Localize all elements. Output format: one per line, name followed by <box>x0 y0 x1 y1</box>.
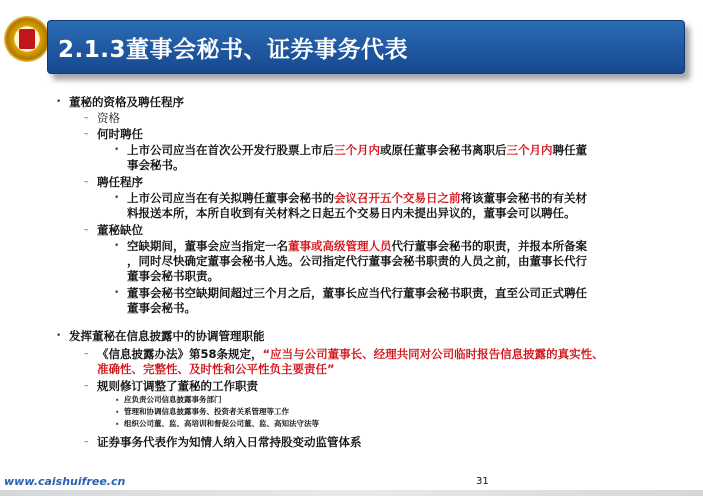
bullet-icon: • <box>114 288 120 298</box>
item-when-appoint: 何时聘任 <box>97 127 143 141</box>
text-duty-2: 管理和协调信息披露事务、投资者关系管理等工作 <box>124 407 289 416</box>
item-vacancy: 董秘缺位 <box>97 223 143 237</box>
bullet-icon: • <box>115 396 120 405</box>
page-number: 31 <box>476 476 489 487</box>
slide-title: 2.1.3董事会秘书、证券事务代表 <box>58 37 408 63</box>
bullet-icon: – <box>84 225 89 235</box>
text-when-appoint-1: 上市公司应当在首次公开发行股票上市后三个月内或原任董事会秘书离职后三个月内聘任董 <box>127 143 587 157</box>
text-duty-1: 应负责公司信息披露事务部门 <box>124 395 222 404</box>
text-vacancy-1: 空缺期间，董事会应当指定一名董事或高级管理人员代行董事会秘书的职责，并报本所备案 <box>127 239 587 253</box>
bullet-icon: – <box>84 177 89 187</box>
text-duty-3: 组织公司董、监、高培训和督促公司董、监、高知法守法等 <box>124 419 319 428</box>
text-vacancy-4: 董事会秘书空缺期间超过三个月之后，董事长应当代行董事会秘书职责，直至公司正式聘任 <box>127 286 587 300</box>
bullet-icon: • <box>56 331 62 341</box>
text-when-appoint-2: 事会秘书。 <box>127 158 185 172</box>
bullet-icon: • <box>56 97 62 107</box>
item-procedure: 聘任程序 <box>97 175 143 189</box>
bullet-icon: • <box>114 145 120 155</box>
bullet-icon: – <box>84 113 89 123</box>
bullet-icon: – <box>84 349 89 359</box>
bullet-icon: • <box>114 241 120 251</box>
text-vacancy-5: 董事会秘书。 <box>127 301 196 315</box>
item-rule-revision: 规则修订调整了董秘的工作职责 <box>97 379 258 393</box>
text-vacancy-3: 董事会秘书职责。 <box>127 269 219 283</box>
text-disclosure-1: 《信息披露办法》第58条规定，“应当与公司董事长、经理共同对公司临时报告信息披露的真实性、 <box>97 347 604 361</box>
bullet-icon: • <box>115 420 120 429</box>
heading-qualification: 董秘的资格及聘任程序 <box>69 95 184 109</box>
footer-website-link[interactable]: www.caishuifree.cn <box>4 475 126 488</box>
bullet-icon: – <box>84 437 89 447</box>
bullet-icon: – <box>84 129 89 139</box>
heading-disclosure: 发挥董秘在信息披露中的协调管理职能 <box>69 329 265 343</box>
item-qualification: 资格 <box>97 111 120 125</box>
item-securities-rep: 证券事务代表作为知情人纳入日常持股变动监管体系 <box>97 435 362 449</box>
bullet-icon: – <box>84 381 89 391</box>
text-disclosure-2: 准确性、完整性、及时性和公平性负主要责任” <box>97 362 335 376</box>
footer-divider <box>0 490 703 496</box>
text-procedure-1: 上市公司应当在有关拟聘任董事会秘书的会议召开五个交易日之前将该董事会秘书的有关材 <box>127 191 587 205</box>
text-procedure-2: 料报送本所，本所自收到有关材料之日起五个交易日内未提出异议的，董事会可以聘任。 <box>127 206 576 220</box>
bullet-icon: • <box>114 193 120 203</box>
bullet-icon: • <box>115 408 120 417</box>
text-vacancy-2: ，同时尽快确定董事会秘书人选。公司指定代行董事会秘书职责的人员之前，由董事长代行 <box>127 254 587 268</box>
